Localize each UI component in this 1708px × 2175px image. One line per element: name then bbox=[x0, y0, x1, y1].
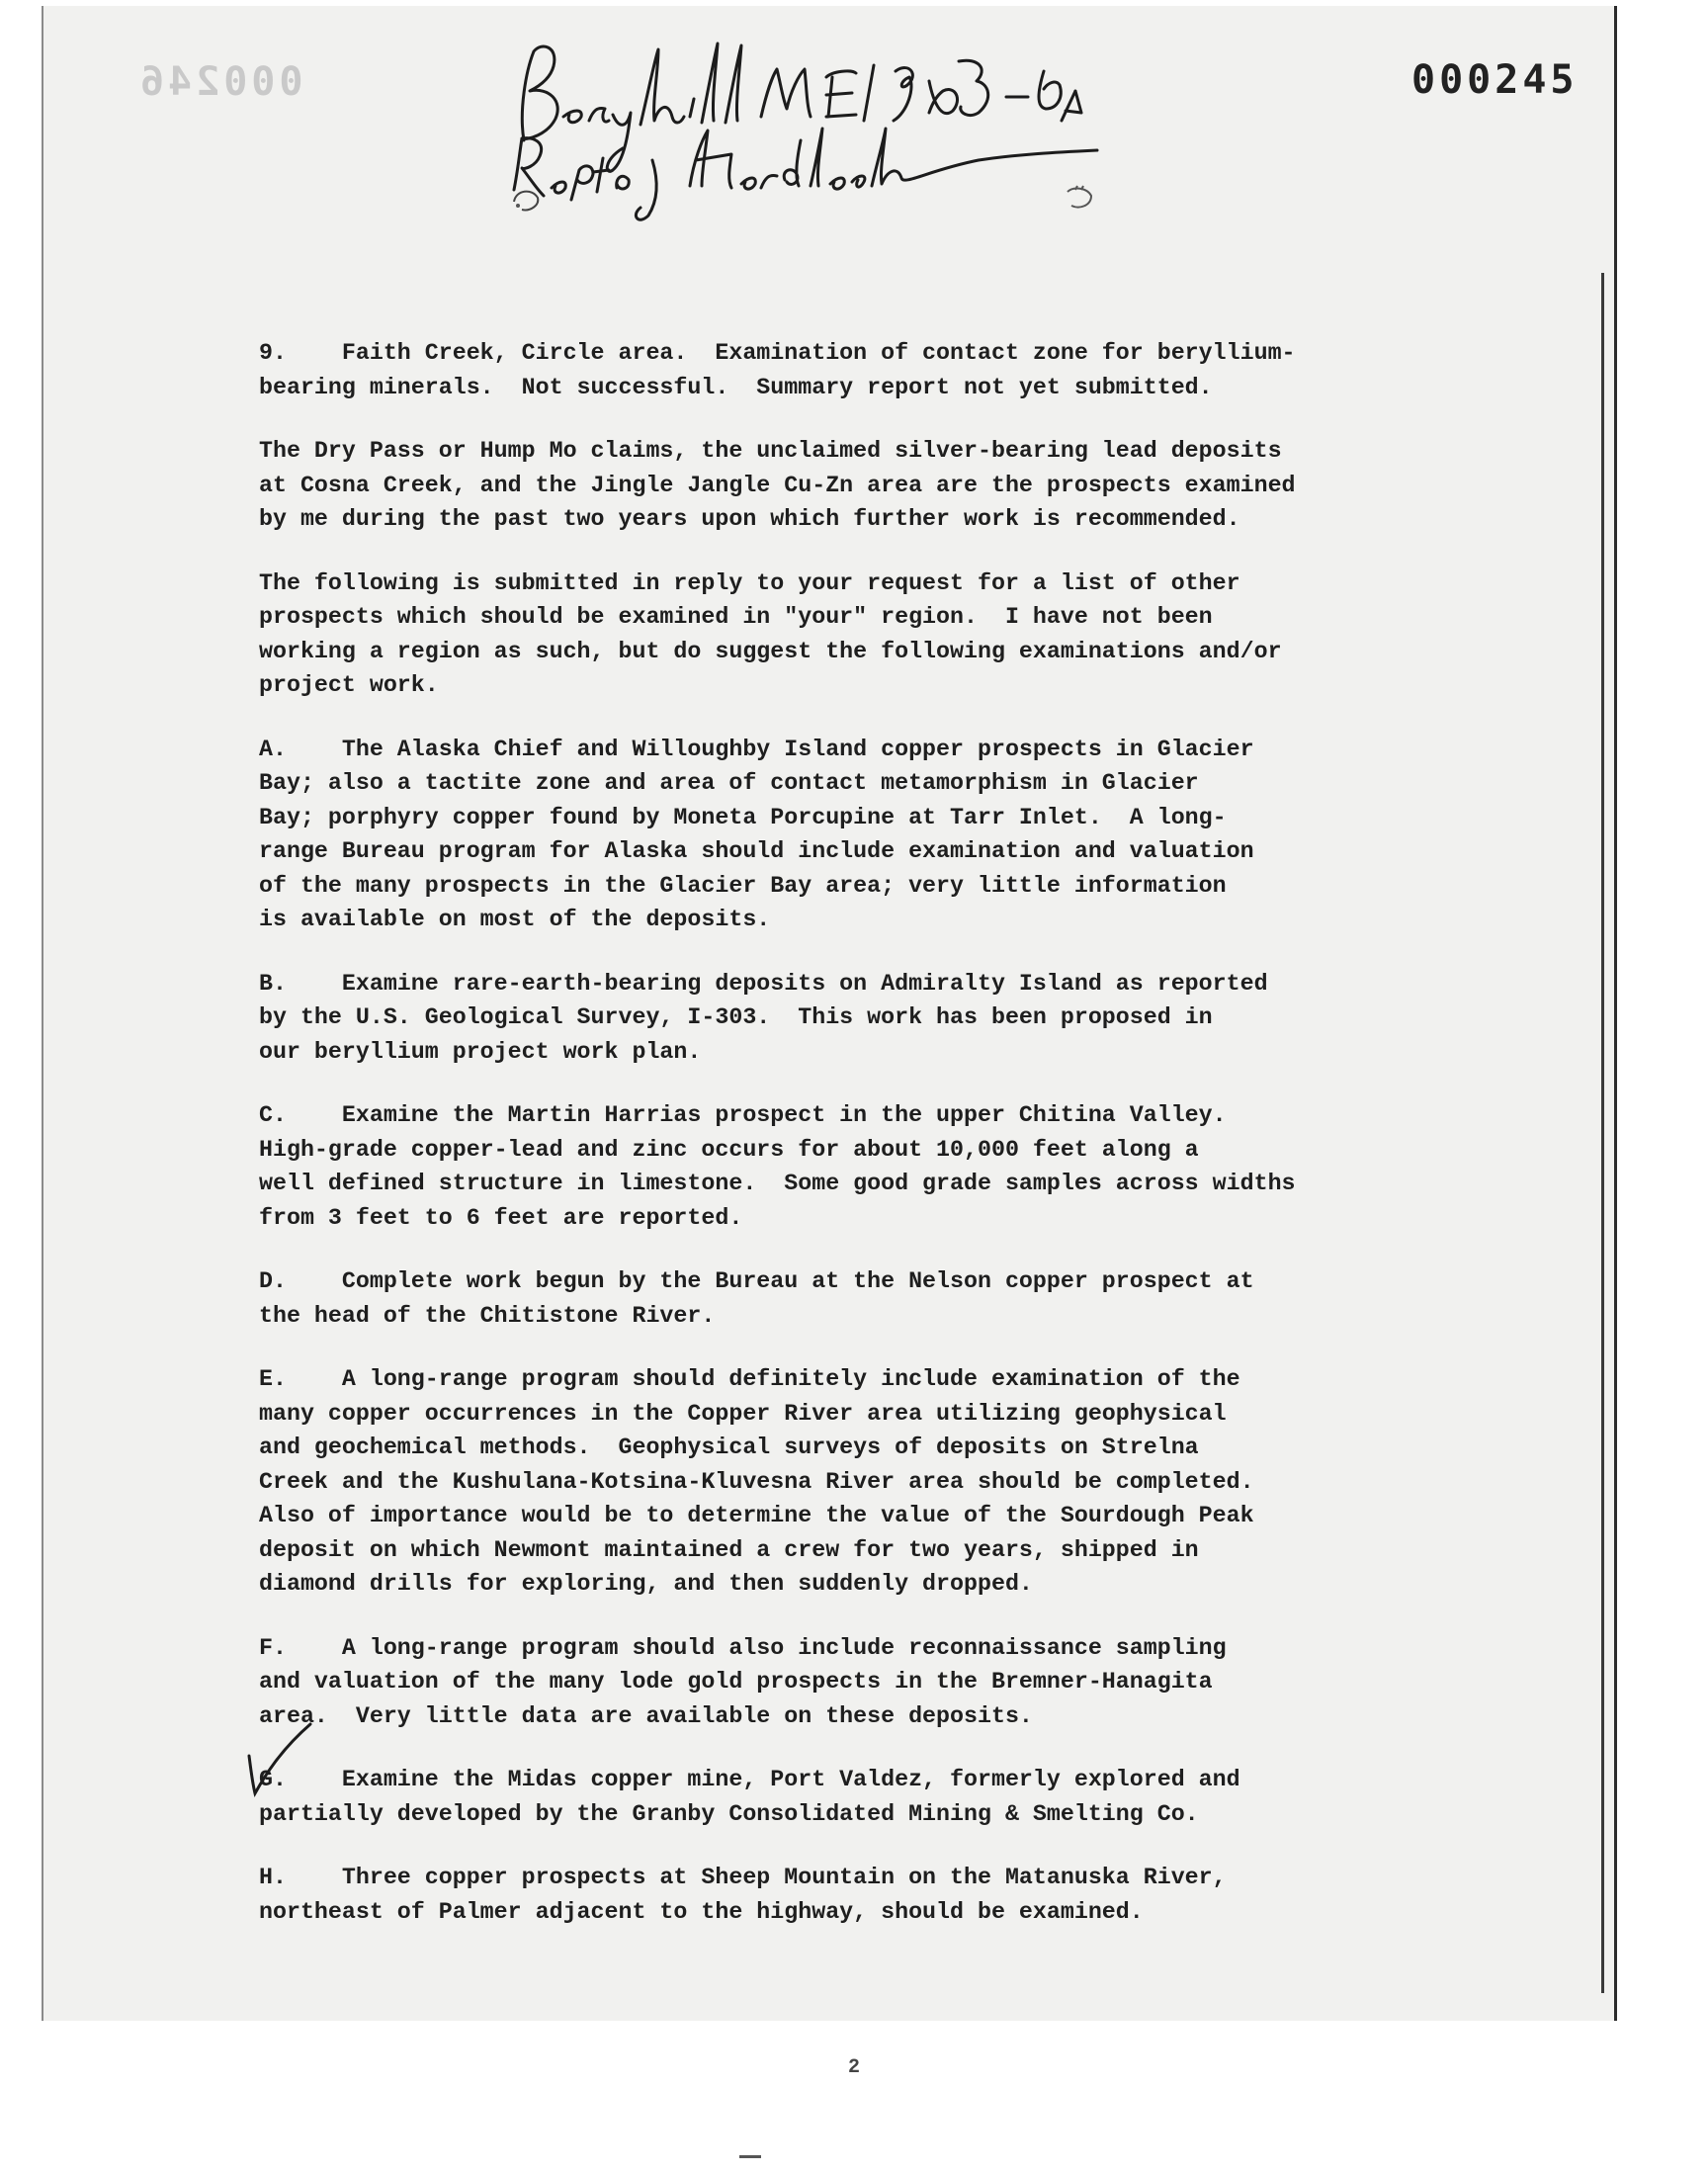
handwritten-line-2 bbox=[578, 40, 598, 43]
page-number: 2 bbox=[848, 2056, 861, 2079]
paragraph-item-f: F. A long-range program should also include reconnaissance sampling and valuation of the many lode gold prospects in the Bremner-Hanagita area. Very little data are available on these deposits. bbox=[259, 1634, 1227, 1729]
paragraph-item-a: A. The Alaska Chief and Willoughby Island copper prospects in Glacier Bay; also a tactite zone and area of contact metamorphism in Glacier Bay; porphyry copper found by Moneta Porcupine at Tarr Inlet. A long- range Bureau program for Alaska should include examination and valuation of the many prospects in the Glacier Bay area; very little information is available on most of the deposits. bbox=[259, 736, 1254, 932]
handwritten-annotation bbox=[465, 22, 1216, 229]
paragraph-following: The following is submitted in reply to your request for a list of other prospects which should be examined in "your" region. I have not been working a region as such, but do suggest the following examinations and/or project work. bbox=[259, 569, 1282, 698]
paragraph-item-b: B. Examine rare-earth-bearing deposits on Admiralty Island as reported by the U.S. Geological Survey, I-303. This work has been proposed in our beryllium project work plan. bbox=[259, 970, 1268, 1065]
paragraph-dry-pass: The Dry Pass or Hump Mo claims, the unclaimed silver-bearing lead deposits at Cosna Creek, and the Jingle Jangle Cu-Zn area are the prospects examined by me during the past two years upon which further work is recommended. bbox=[259, 438, 1296, 532]
document-number: 000245 bbox=[1411, 57, 1579, 103]
paragraph-item-9: 9. Faith Creek, Circle area. Examination of contact zone for beryllium- bearing minerals. Not successful. Summary report not yet submitted. bbox=[259, 340, 1296, 400]
paragraph-item-e: E. A long-range program should definitely include examination of the many copper occurrences in the Copper River area utilizing geophysical and geochemical methods. Geophysical surveys of deposits on Strelna Creek and the Kushulana-Kotsina-Kluvesna River area should be completed. Also of importance would be to determine the value of the Sourdough Peak deposit on which Newmont maintained a crew for two years, shipped in diamond drills for exploring, and then suddenly dropped. bbox=[259, 1366, 1254, 1597]
document-body bbox=[259, 336, 1514, 1958]
hole-punch-mark bbox=[508, 184, 544, 214]
mirrored-bleed-number: 000246 bbox=[136, 59, 303, 105]
handwritten-check-mark bbox=[241, 1716, 340, 1825]
handwritten-annotation-text bbox=[554, 40, 1147, 43]
hole-punch-mark bbox=[1062, 182, 1097, 212]
page-edge-shadow bbox=[1601, 273, 1604, 1993]
handwritten-line-1 bbox=[554, 40, 577, 43]
paragraph-item-g: G. Examine the Midas copper mine, Port Valdez, formerly explored and partially developed by the Granby Consolidated Mining & Smelting Co. bbox=[259, 1767, 1240, 1827]
paragraph-item-h: H. Three copper prospects at Sheep Mountain on the Matanuska River, northeast of Palmer adjacent to the highway, should be examined. bbox=[259, 1865, 1227, 1925]
paragraph-item-d: D. Complete work begun by the Bureau at the Nelson copper prospect at the head of the Chitistone River. bbox=[259, 1268, 1254, 1329]
paragraph-item-c: C. Examine the Martin Harrias prospect in the upper Chitina Valley. High-grade copper-lead and zinc occurs for about 10,000 feet along a well defined structure in limestone. Some good grade samples across widths from 3 feet to 6 feet are reported. bbox=[259, 1102, 1296, 1231]
bottom-mark bbox=[739, 2155, 761, 2158]
